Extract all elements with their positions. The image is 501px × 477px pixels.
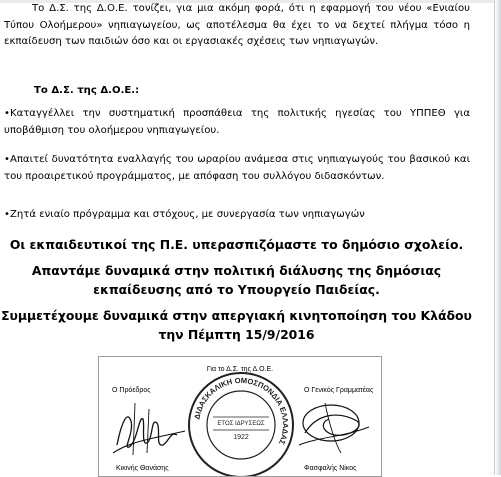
seal-ring-text: ΔΙΔΑΣΚΑΛΙΚΗ ΟΜΟΣΠΟΝΔΙΑ ΕΛΛΑΔΑΣ xyxy=(192,375,291,447)
president-signature xyxy=(111,395,191,461)
secretary-role: Ο Γενικός Γραμματέας xyxy=(304,387,374,394)
seal-year-text: 1922 xyxy=(233,434,249,441)
board-subheading: Το Δ.Σ. της Δ.Ο.Ε.: xyxy=(34,85,140,96)
slogan-line: Συμμετέχουμε δυναμικά στην απεργιακή κινητοποίηση του Κλάδου την Πέμπτη 15/9/2016 xyxy=(1,308,472,342)
right-edge xyxy=(494,0,501,475)
president-name: Κικινής Θανάσης xyxy=(116,465,169,472)
bullet-item: •Καταγγέλλει την συστηματική προσπάθεια της πολιτικής ηγεσίας του ΥΠΠΕΘ για υποβάθμιση του ολοήμερου νηπιαγωγείου. xyxy=(4,108,470,136)
secretary-signature xyxy=(295,393,373,459)
slogan-line: Οι εκπαιδευτικοί της Π.Ε. υπερασπιζόμαστε το δημόσιο σχολείο. xyxy=(9,237,464,252)
slogan-line: Απαντάμε δυναμικά στην πολιτική διάλυσης της δημόσιας εκπαίδευσης από το Υπουργείο Παιδείας. xyxy=(31,263,442,297)
signature-block xyxy=(98,356,382,477)
secretary-name: Φασφαλής Νίκος xyxy=(304,465,357,472)
signature-header: Για το Δ.Σ. της Δ.Ο.Ε. xyxy=(206,366,274,373)
bullet-item: •Απαιτεί δυνατότητα εναλλαγής του ωραρίου ανάμεσα στις νηπιαγωγούς του βασικού και του προαιρετικού προγράμματος, με απόφαση του συλλόγου διδασκόντων. xyxy=(4,154,470,182)
seal-center-text: ΕΤΟΣ ΙΔΡΥΣΕΩΣ xyxy=(217,421,265,427)
president-role: Ο Πρόεδρος xyxy=(112,387,151,394)
bullet-item: •Ζητά ενιαίο πρόγραμμα και στόχους, με συνεργασία των νηπιαγωγών xyxy=(4,209,365,220)
intro-paragraph: Το Δ.Σ. της Δ.Ο.Ε. τονίζει, για μια ακόμη φορά, ότι η εφαρμογή του νέου «Ενιαίου Τύπου Ολοήμερου» νηπιαγωγείου, ως αποτέλεσμα θα έχει το να δεχτεί πλήγμα τόσο η εκπαίδευση των παιδιών όσο και οι εργασιακές σχέσεις των νηπιαγωγών. xyxy=(4,3,470,48)
union-seal xyxy=(185,369,297,477)
